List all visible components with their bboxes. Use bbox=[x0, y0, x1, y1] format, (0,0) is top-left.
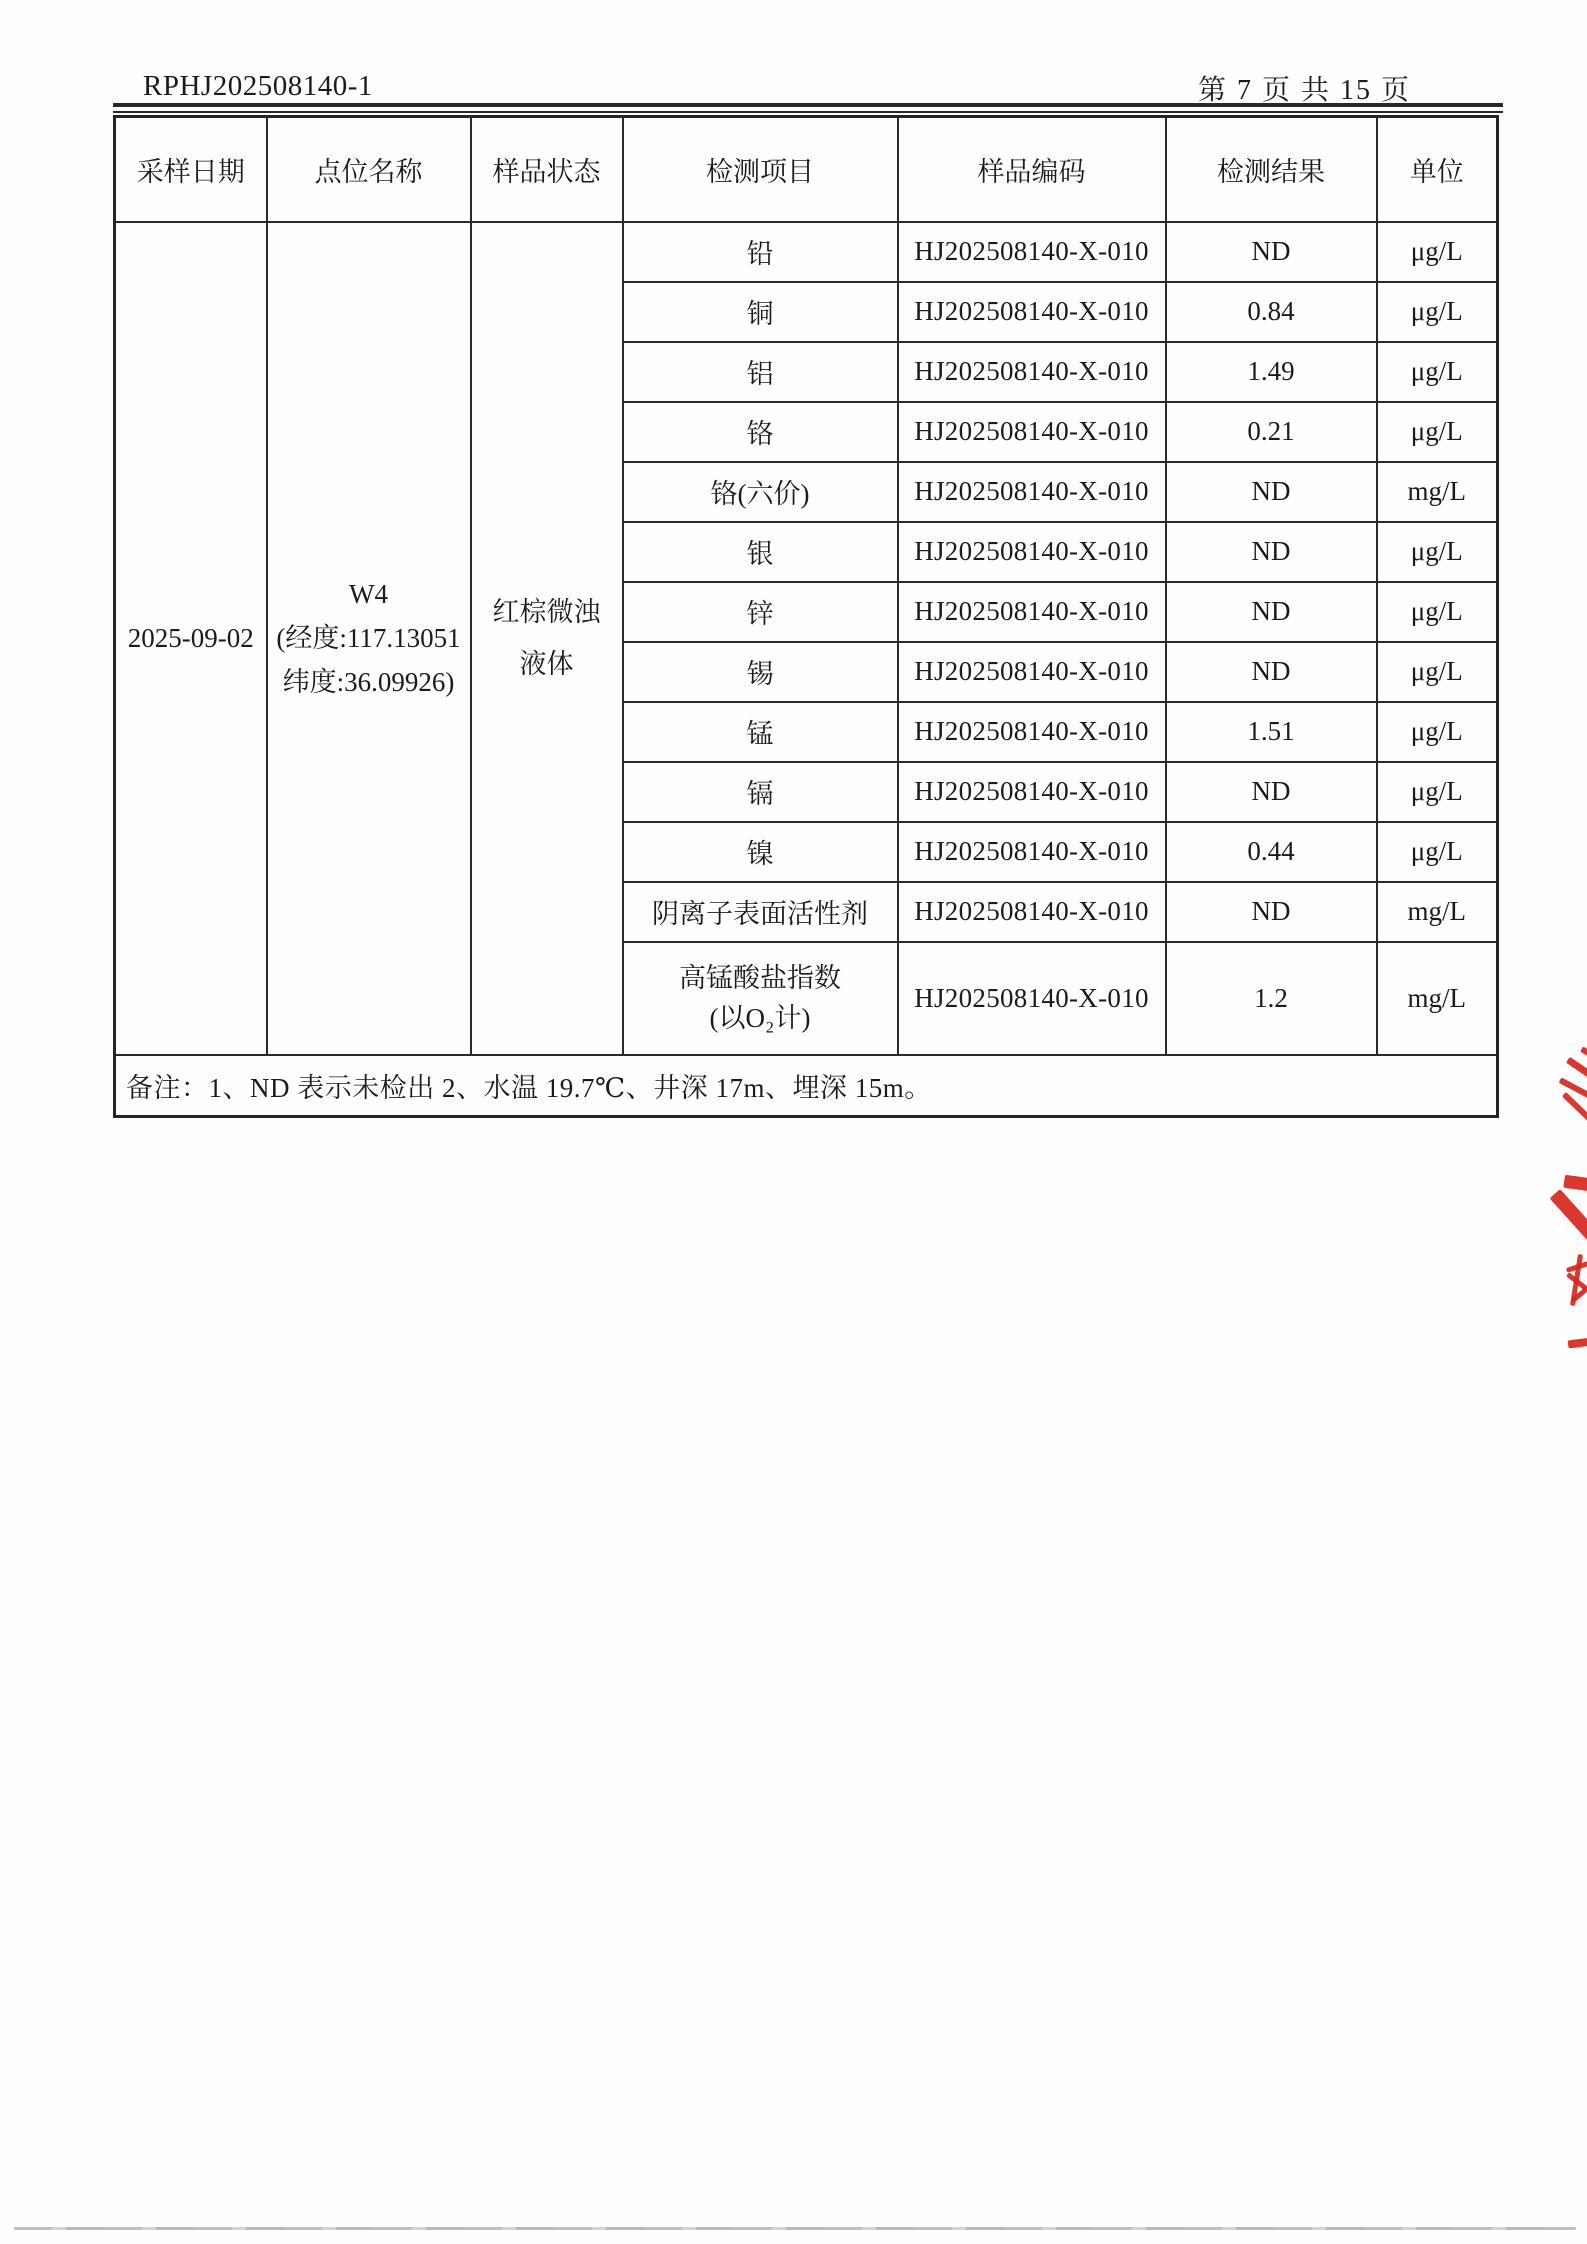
test-item-cell: 铬(六价) bbox=[623, 462, 898, 522]
unit-cell: μg/L bbox=[1377, 282, 1498, 342]
sample-code-cell: HJ202508140-X-010 bbox=[898, 642, 1166, 702]
results-table bbox=[113, 115, 1499, 1118]
header-result: 检测结果 bbox=[1166, 117, 1377, 222]
test-item-cell: 镍 bbox=[623, 822, 898, 882]
text-line: W4 bbox=[349, 579, 388, 609]
sample-code-cell: HJ202508140-X-010 bbox=[898, 702, 1166, 762]
stamp-stroke bbox=[1559, 1077, 1587, 1106]
header-sample-status: 样品状态 bbox=[471, 117, 623, 222]
result-cell: ND bbox=[1166, 582, 1377, 642]
stamp-stroke bbox=[1566, 1260, 1587, 1273]
point-name-cell bbox=[267, 222, 471, 1055]
result-cell: ND bbox=[1166, 882, 1377, 942]
unit-cell: μg/L bbox=[1377, 222, 1498, 282]
result-cell: ND bbox=[1166, 762, 1377, 822]
sample-code-cell: HJ202508140-X-010 bbox=[898, 402, 1166, 462]
test-item-cell: 银 bbox=[623, 522, 898, 582]
unit-cell: μg/L bbox=[1377, 522, 1498, 582]
header-double-rule bbox=[113, 103, 1503, 113]
sample-code-cell: HJ202508140-X-010 bbox=[898, 582, 1166, 642]
result-cell: 0.84 bbox=[1166, 282, 1377, 342]
sample-code-cell: HJ202508140-X-010 bbox=[898, 342, 1166, 402]
result-cell: ND bbox=[1166, 462, 1377, 522]
test-item-cell: 锡 bbox=[623, 642, 898, 702]
sample-code-cell: HJ202508140-X-010 bbox=[898, 762, 1166, 822]
unit-cell: μg/L bbox=[1377, 762, 1498, 822]
test-item-cell: 铜 bbox=[623, 282, 898, 342]
red-stamp-fragment-hatch bbox=[1527, 1034, 1587, 1146]
header-point-name: 点位名称 bbox=[267, 117, 471, 222]
sample-code-cell: HJ202508140-X-010 bbox=[898, 282, 1166, 342]
test-item-cell: 锰 bbox=[623, 702, 898, 762]
text-line: (经度:117.13051 bbox=[276, 623, 461, 653]
test-item-cell: 阴离子表面活性剂 bbox=[623, 882, 898, 942]
result-cell: ND bbox=[1166, 642, 1377, 702]
note-cell: 备注：1、ND 表示未检出 2、水温 19.7℃、井深 17m、埋深 15m。 bbox=[115, 1055, 1498, 1117]
text-line: 高锰酸盐指数 bbox=[679, 963, 841, 993]
result-cell: ND bbox=[1166, 222, 1377, 282]
unit-cell: μg/L bbox=[1377, 822, 1498, 882]
stamp-stroke bbox=[1580, 1046, 1587, 1077]
red-stamp-fragment-dash bbox=[1568, 1337, 1587, 1351]
unit-cell: mg/L bbox=[1377, 942, 1498, 1055]
unit-cell: μg/L bbox=[1377, 642, 1498, 702]
result-cell: 1.2 bbox=[1166, 942, 1377, 1055]
note-row bbox=[115, 1055, 1498, 1117]
result-cell: 0.44 bbox=[1166, 822, 1377, 882]
sample-code-cell: HJ202508140-X-010 bbox=[898, 882, 1166, 942]
header-unit: 单位 bbox=[1377, 117, 1498, 222]
result-row bbox=[115, 222, 1498, 282]
stamp-stroke bbox=[1571, 1286, 1587, 1303]
sample-code-cell: HJ202508140-X-010 bbox=[898, 942, 1166, 1055]
test-item-cell: 铬 bbox=[623, 402, 898, 462]
stamp-stroke bbox=[1566, 1272, 1587, 1291]
sample-code-cell: HJ202508140-X-010 bbox=[898, 222, 1166, 282]
scanner-artifact-line bbox=[14, 2227, 1576, 2230]
table-header-row bbox=[115, 117, 1498, 222]
result-cell: ND bbox=[1166, 522, 1377, 582]
unit-cell: μg/L bbox=[1377, 702, 1498, 762]
header-sample-code: 样品编码 bbox=[898, 117, 1166, 222]
unit-cell: μg/L bbox=[1377, 402, 1498, 462]
stamp-stroke bbox=[1562, 1092, 1587, 1123]
red-stamp-fragment-character bbox=[1562, 1252, 1587, 1312]
sample-code-cell: HJ202508140-X-010 bbox=[898, 822, 1166, 882]
red-stamp-fragment-diagonal bbox=[1556, 1175, 1587, 1255]
result-cell: 1.49 bbox=[1166, 342, 1377, 402]
test-item-cell: 锌 bbox=[623, 582, 898, 642]
sample-status-cell bbox=[471, 222, 623, 1055]
unit-cell: μg/L bbox=[1377, 582, 1498, 642]
results-tbody bbox=[115, 222, 1498, 1055]
test-item-cell: 镉 bbox=[623, 762, 898, 822]
test-item-cell bbox=[623, 942, 898, 1055]
text-line: 红棕微浊 bbox=[492, 597, 601, 627]
unit-cell: mg/L bbox=[1377, 462, 1498, 522]
unit-cell: mg/L bbox=[1377, 882, 1498, 942]
stamp-stroke bbox=[1550, 1189, 1587, 1252]
text-line: (以O₂计) bbox=[709, 1003, 811, 1033]
stamp-stroke bbox=[1563, 1175, 1587, 1193]
text-line: 纬度:36.09926) bbox=[282, 667, 455, 697]
text-line: 液体 bbox=[519, 649, 574, 679]
text-line: 2025-09-02 bbox=[127, 622, 254, 653]
test-item-cell: 铝 bbox=[623, 342, 898, 402]
stamp-stroke bbox=[1570, 1254, 1583, 1306]
result-cell: 0.21 bbox=[1166, 402, 1377, 462]
header-test-item: 检测项目 bbox=[623, 117, 898, 222]
test-item-cell: 铅 bbox=[623, 222, 898, 282]
stamp-stroke bbox=[1566, 1057, 1587, 1095]
sampling-date-cell bbox=[115, 222, 267, 1055]
sample-code-cell: HJ202508140-X-010 bbox=[898, 462, 1166, 522]
report-number: RPHJ202508140-1 bbox=[143, 70, 373, 102]
page-indicator: 第 7 页 共 15 页 bbox=[1198, 75, 1412, 106]
stamp-stroke bbox=[1568, 1338, 1587, 1349]
sample-code-cell: HJ202508140-X-010 bbox=[898, 522, 1166, 582]
result-cell: 1.51 bbox=[1166, 702, 1377, 762]
header-sampling-date: 采样日期 bbox=[115, 117, 267, 222]
unit-cell: μg/L bbox=[1377, 342, 1498, 402]
